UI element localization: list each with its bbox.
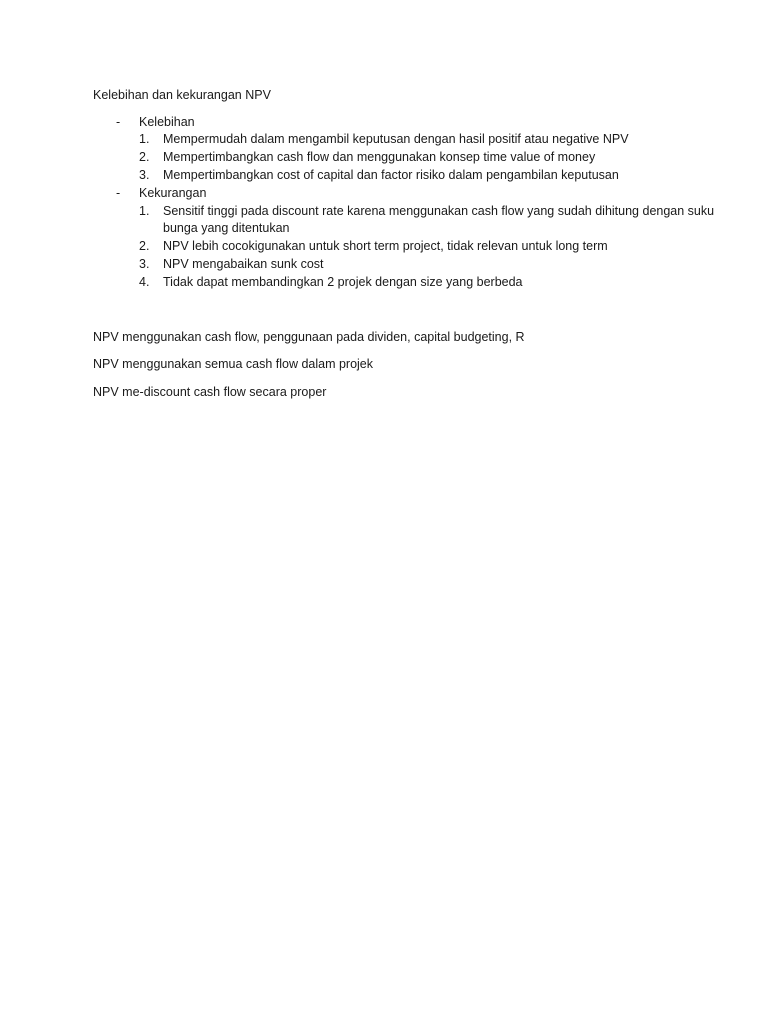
note-paragraph: NPV menggunakan cash flow, penggunaan pada dividen, capital budgeting, R — [93, 329, 525, 344]
list-item-text: NPV lebih cocokigunakan untuk short term project, tidak relevan untuk long term — [163, 239, 608, 253]
list-item — [139, 274, 733, 292]
notes — [93, 329, 733, 402]
list-number: 1. — [139, 132, 150, 146]
list-item — [139, 131, 733, 149]
kekurangan-list — [139, 203, 733, 292]
list-number: 3. — [139, 168, 150, 182]
section-title: Kelebihan — [139, 114, 195, 129]
document-heading: Kelebihan dan kekurangan NPV — [93, 88, 271, 102]
list-item-text: Mempermudah dalam mengambil keputusan dengan hasil positif atau negative NPV — [163, 132, 629, 146]
list-item — [139, 149, 733, 167]
list-item-text: Tidak dapat membandingkan 2 projek dengan size yang berbeda — [163, 275, 523, 289]
section-title: Kekurangan — [139, 186, 207, 200]
list-item-text: Sensitif tinggi pada discount rate karena menggunakan cash flow yang sudah dihitung dengan suku bunga yang ditentukan — [163, 203, 715, 235]
list-item-text: NPV mengabaikan sunk cost — [163, 257, 324, 271]
list-number: 4. — [139, 275, 150, 289]
list-number: 1. — [139, 203, 150, 218]
list-item — [139, 256, 733, 274]
section-kelebihan — [93, 114, 733, 185]
section-kekurangan — [93, 185, 733, 292]
section-bullet: - — [116, 186, 121, 200]
list-item — [139, 203, 733, 238]
list-item-text: Mempertimbangkan cash flow dan menggunakan konsep time value of money — [163, 150, 596, 164]
list-item — [139, 167, 733, 185]
list-number: 2. — [139, 150, 150, 164]
list-number: 2. — [139, 239, 150, 253]
section-bullet: - — [116, 114, 121, 129]
kelebihan-list — [139, 131, 733, 185]
list-item — [139, 238, 733, 256]
list-item-text: Mempertimbangkan cost of capital dan factor risiko dalam pengambilan keputusan — [163, 168, 619, 182]
list-number: 3. — [139, 257, 150, 271]
note-paragraph: NPV menggunakan semua cash flow dalam projek — [93, 357, 374, 371]
document-page — [93, 87, 733, 411]
note-paragraph: NPV me-discount cash flow secara proper — [93, 384, 327, 399]
